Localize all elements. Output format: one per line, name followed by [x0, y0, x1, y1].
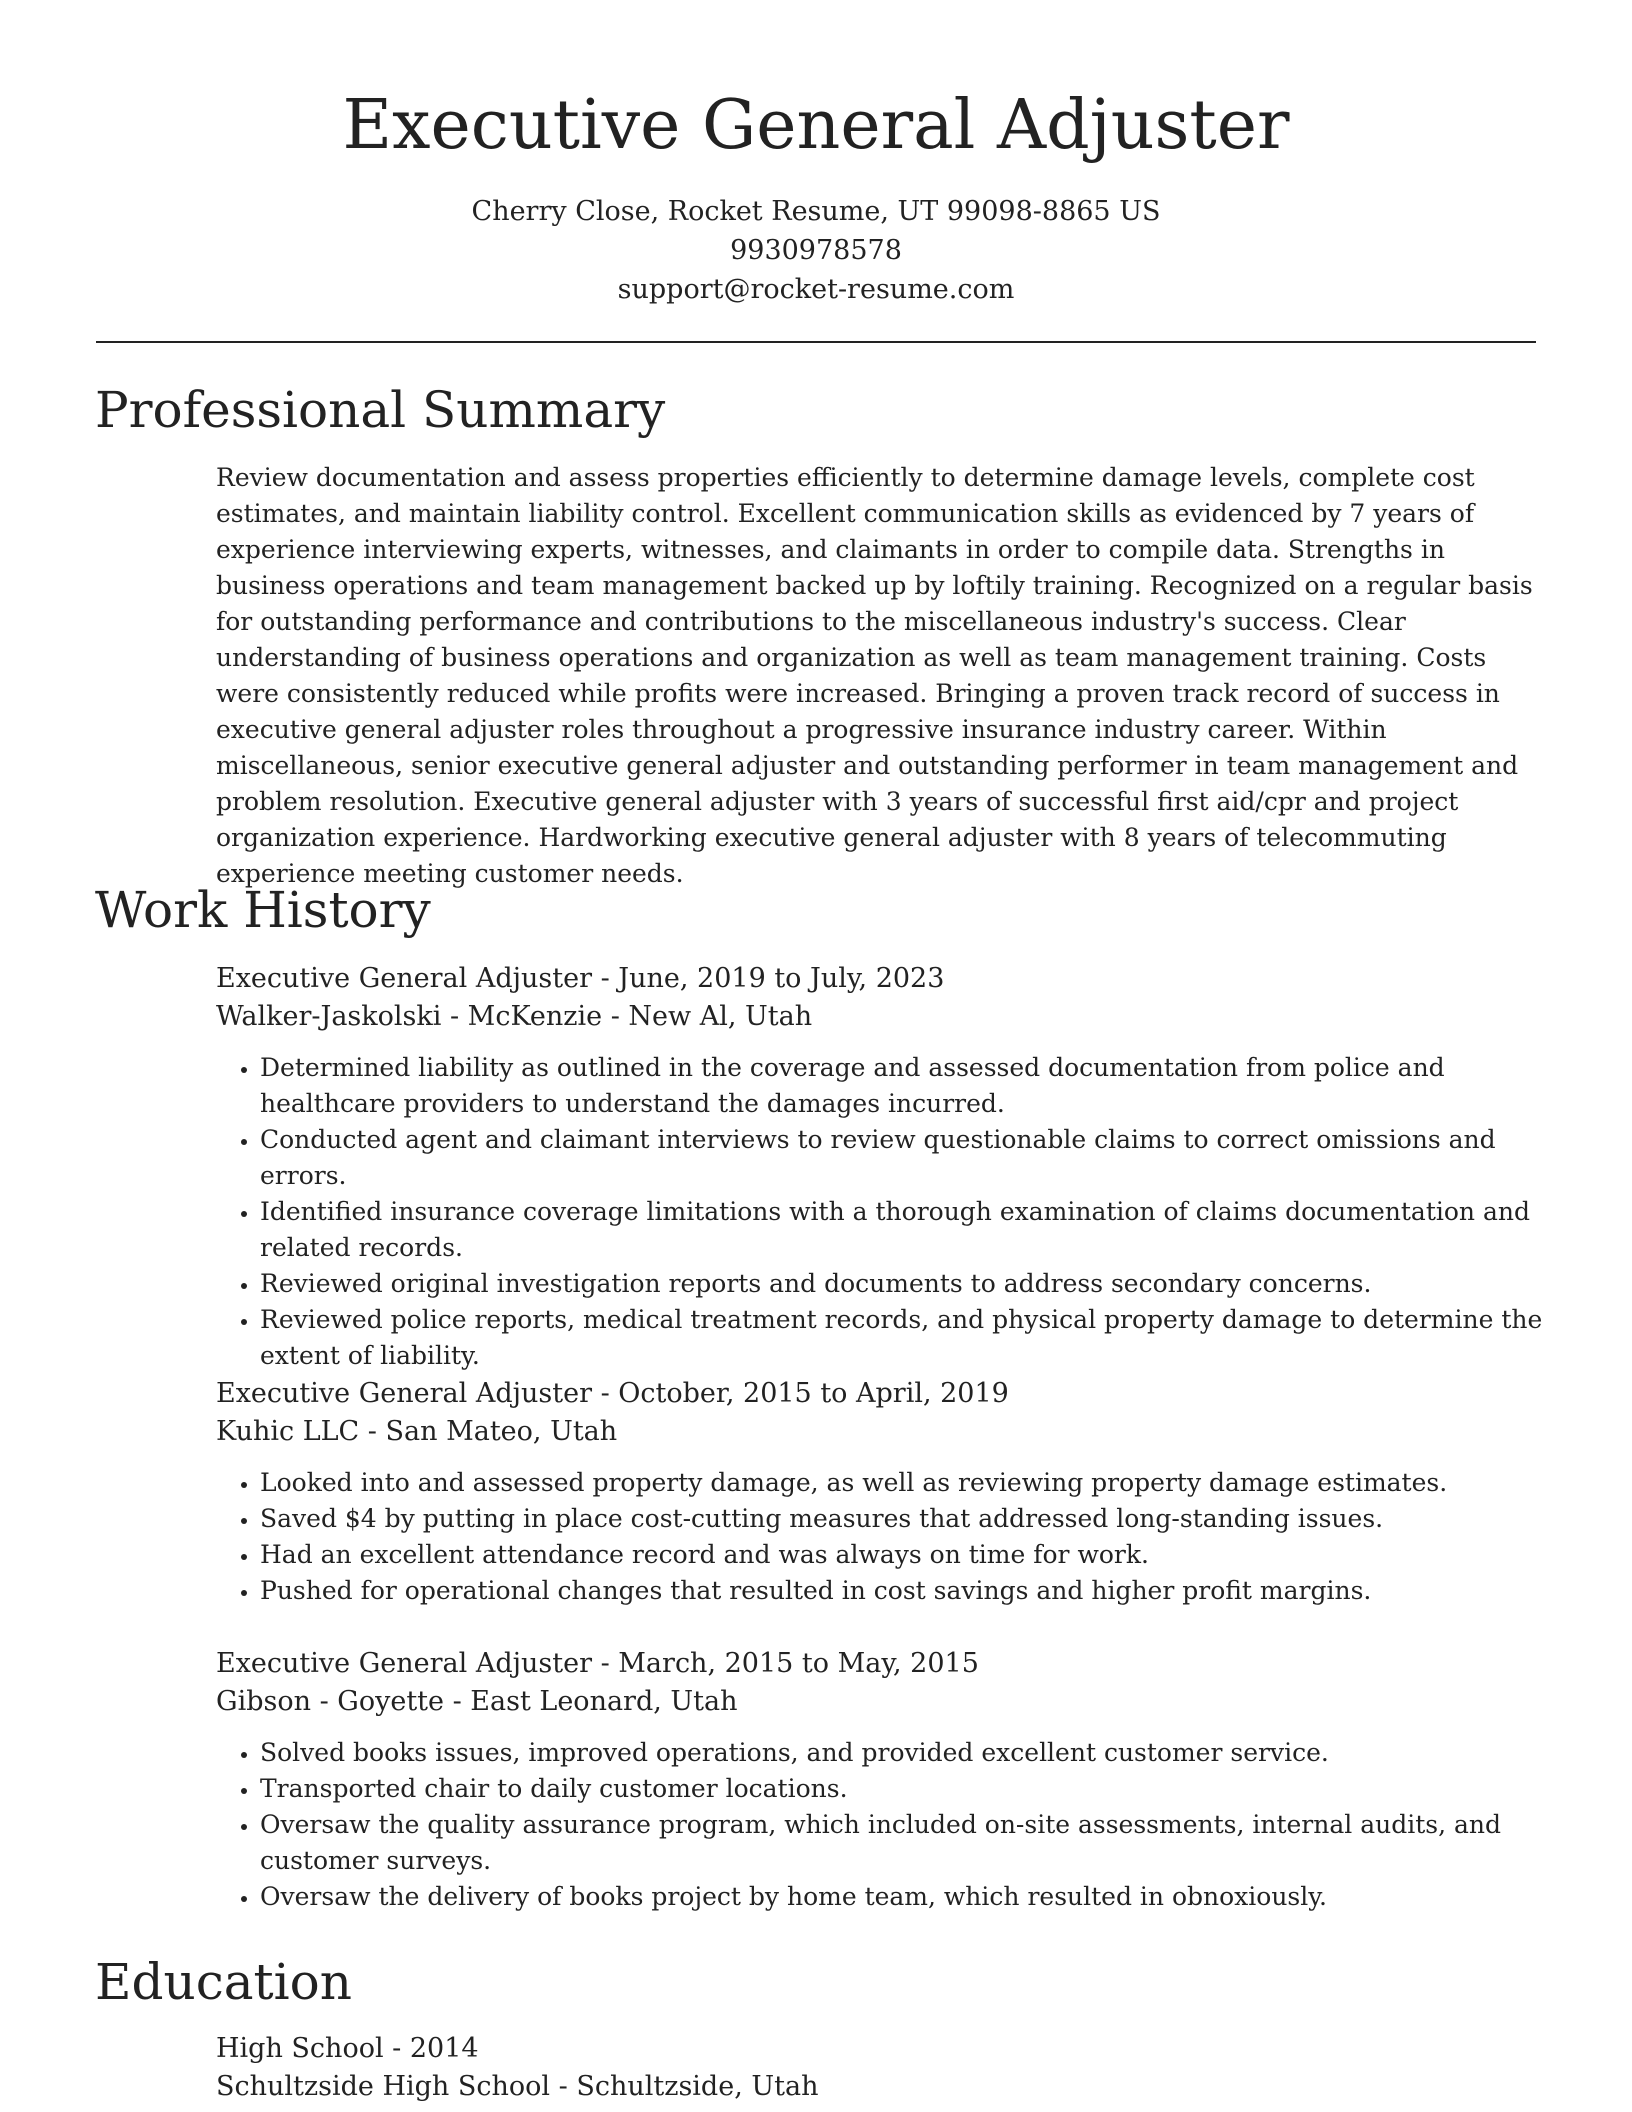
job-company: Walker-Jaskolski - McKenzie	[216, 1001, 603, 1032]
job-bullets	[216, 1050, 1544, 1374]
summary-text: Review documentation and assess properties efficiently to determine damage levels, complete cost estimates, and maintain liability control. Excellent communication skills as evidenced by 7 years of experience interviewing experts, witnesses, and claimants in order to compile data. Strengths in business operations and team management backed up by loftily training. Recognized on a regular basis for outstanding performance and contributions to the miscellaneous industry's success. Clear understanding of business operations and organization as well as team management training. Costs were consistently reduced while profits were increased. Bringing a proven track record of success in executive general adjuster roles throughout a progressive insurance industry career. Within miscellaneous, senior executive general adjuster and outstanding performer in team management and problem resolution. Executive general adjuster with 3 years of successful first aid/cpr and project organization experience. Hardworking executive general adjuster with 8 years of telecommuting experience meeting customer needs.	[216, 463, 1533, 888]
job-bullet: • Determined liability as outlined in the coverage and assessed documentation from police and healthcare providers to understand the damages incurred.	[260, 1050, 1544, 1122]
job-bullet: • Pushed for operational changes that resulted in cost savings and higher profit margins.	[260, 1573, 1544, 1609]
education-heading: Education	[95, 1953, 352, 2011]
job-company-line	[216, 998, 1544, 1036]
job-dates: - October, 2015 to April, 2019	[592, 1378, 1009, 1409]
contact-email: support@rocket-resume.com	[617, 274, 1015, 305]
job-bullet: • Transported chair to daily customer locations.	[260, 1771, 1544, 1807]
job-bullet: • Conducted agent and claimant interviews to review questionable claims to correct omissions and errors.	[260, 1122, 1544, 1194]
education-entry	[216, 2030, 1544, 2106]
job-dates: - June, 2019 to July, 2023	[592, 963, 945, 994]
job-bullets	[216, 1465, 1544, 1609]
job-title-line	[216, 1645, 1544, 1683]
job-bullet: • Oversaw the delivery of books project by home team, which resulted in obnoxiously.	[260, 1879, 1544, 1915]
job-title: Executive General Adjuster	[216, 1378, 592, 1409]
education-location: - Schultzside, Utah	[550, 2071, 819, 2102]
job-bullet: • Identified insurance coverage limitations with a thorough examination of claims documentation and related records.	[260, 1194, 1544, 1266]
header-divider	[96, 341, 1536, 343]
job-bullet: • Oversaw the quality assurance program, which included on-site assessments, internal audits, and customer surveys.	[260, 1807, 1544, 1879]
job-title-line	[216, 960, 1544, 998]
job-location: - New Al, Utah	[602, 1001, 813, 1032]
job-bullet: • Looked into and assessed property damage, as well as reviewing property damage estimates.	[260, 1465, 1544, 1501]
job-title: Executive General Adjuster	[216, 963, 592, 994]
contact-info	[0, 192, 1632, 309]
education-school: Schultzside High School	[216, 2071, 551, 2102]
education-year: - 2014	[383, 2033, 479, 2064]
job-title-line	[216, 1375, 1544, 1413]
job-bullet: • Saved $4 by putting in place cost-cutting measures that addressed long-standing issues.	[260, 1501, 1544, 1537]
job-company-line	[216, 1683, 1544, 1721]
job-company: Kuhic LLC	[216, 1416, 360, 1447]
summary-section	[216, 460, 1544, 892]
contact-phone: 9930978578	[730, 235, 902, 266]
work-history-heading: Work History	[95, 881, 431, 939]
job-bullet: • Had an excellent attendance record and was always on time for work.	[260, 1537, 1544, 1573]
job-bullet: • Reviewed police reports, medical treatment records, and physical property damage to determine the extent of liability.	[260, 1302, 1544, 1374]
job-entry	[216, 1375, 1544, 1609]
summary-heading: Professional Summary	[95, 381, 666, 439]
resume-name: Executive General Adjuster	[342, 86, 1290, 165]
contact-address: Cherry Close, Rocket Resume, UT 99098-8865 US	[471, 196, 1161, 227]
job-entry	[216, 960, 1544, 1374]
job-entry	[216, 1645, 1544, 1915]
education-degree: High School	[216, 2033, 384, 2064]
education-degree-line	[216, 2030, 1544, 2068]
job-location: - San Mateo, Utah	[359, 1416, 618, 1447]
education-school-line	[216, 2068, 1544, 2106]
job-bullet: • Solved books issues, improved operations, and provided excellent customer service.	[260, 1735, 1544, 1771]
job-bullet: • Reviewed original investigation reports and documents to address secondary concerns.	[260, 1266, 1544, 1302]
job-title: Executive General Adjuster	[216, 1648, 592, 1679]
job-company: Gibson - Goyette	[216, 1686, 445, 1717]
job-dates: - March, 2015 to May, 2015	[592, 1648, 979, 1679]
job-location: - East Leonard, Utah	[444, 1686, 738, 1717]
job-company-line	[216, 1413, 1544, 1451]
job-bullets	[216, 1735, 1544, 1915]
